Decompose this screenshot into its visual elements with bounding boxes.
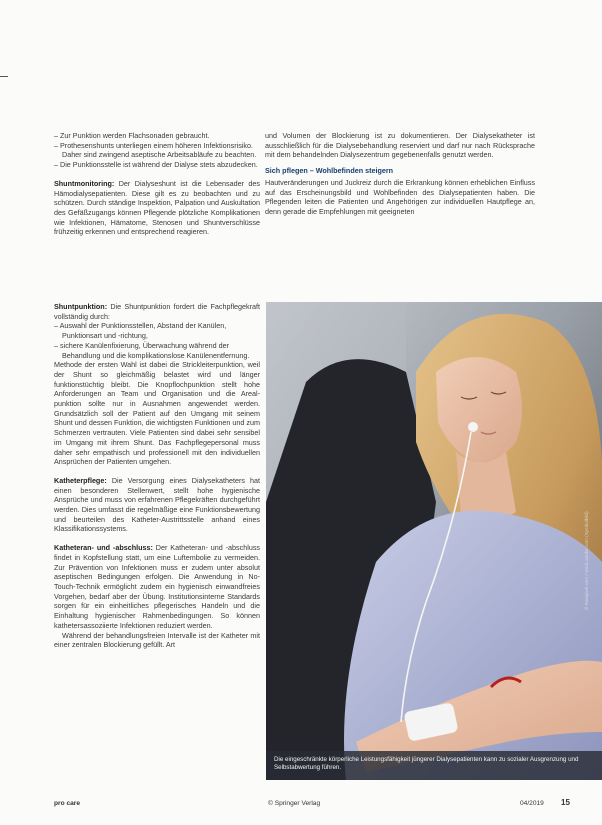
list-item: – Auswahl der Punktionsstellen, Abstand der Kanülen, Punktionsart und -richtung, [54, 321, 260, 340]
footer-publisher: © Springer Verlag [268, 800, 321, 807]
paragraph-katheter-continued: und Volumen der Blockierung ist zu dokumentieren. Der Dialysekatheter ist ausschließlich für die Dialysebehandlung reserviert und darf nur nach Rücksprache mit dem behandelnden Dialysezentrum gegebenenfalls genutzt werden. [265, 131, 535, 160]
run-in-heading: Shuntpunktion: [54, 302, 108, 311]
paragraph-katheteranschluss [54, 543, 260, 630]
article-photo [266, 302, 602, 780]
bullet-list-punktion [54, 321, 260, 360]
page-number: 15 [561, 798, 570, 807]
paragraph-text: Der Katheteran- und -abschluss findet in Kopfstellung statt, um eine Luftembolie zu vermeiden. Zur Prävention von Infektionen muss er zudem unter absolut aseptischen Bedingungen erfolgen. Die Anwendung in No-Touch-Technik ermöglicht zudem ein hygienisch einwandfreies Vorgehen, bedarf aber der Übung. Institutionsinterne Standards sorgen für ein einheitliches pflegerisches Handeln und die Einhaltung hygienischer Rahmenbedingungen. So können kathetersassoziierte Infektionen reduziert werden. [54, 543, 261, 630]
run-in-heading: Katheterpflege: [54, 475, 107, 485]
paragraph-wohlbefinden: Hautveränderungen und Juckreiz durch die Erkrankung können erheblichen Einfluss auf das Erscheinungsbild und Wohlbefinden des Dialysepatienten haben. Die Pflegenden leiten die Patienten und Angehörigen zur individuellen Hautpflege an, denn gerade die Empfehlungen mit geeigneten [265, 177, 535, 216]
footer-journal-name: pro care [54, 800, 81, 807]
footer-issue: 04/2019 [520, 800, 544, 807]
photo-illustration [266, 302, 602, 780]
paragraph-shuntmonitoring [54, 179, 260, 237]
paragraph-text: Der Dialyseshunt ist die Lebensader des Hämodialysepatienten. Diese gilt es zu beobachten und zu schützen. Durch ständige Inspektion, Palpation und Auskultation des Gefäßzugangs können Pflegende plötzliche Komplikationen wie Infektionen, Hämatome, Stenosen und Shuntverschlüsse frühzeitig erkennen und entsprechend reagieren. [54, 178, 260, 237]
paragraph-katheterpflege [54, 476, 260, 534]
list-item: – sichere Kanülenfixierung, Überwachung während der Behandlung und die komplikationslose Kanülenentfernung. [54, 341, 260, 360]
photo-caption: Die eingeschränkte körperliche Leistungsfähigkeit jüngerer Dialysepatienten kann zu sozialer Ausgrenzung und Selbstabwertung führen. [266, 751, 602, 780]
left-column-top [54, 131, 260, 237]
list-item: – Die Punktionsstelle ist während der Dialyse stets abzudecken. [54, 160, 260, 170]
paragraph-text: Die Versorgung eines Dialysekatheters hat einen besonderen Stellenwert, stellt hohe hygienische Ansprüche und muss von erfahrenen Pflegekräften durchgeführt werden. Dies umfasst die regelmäßige eine Funktionsbewertung und beurteilen des Katheter-Austrittsstelle anhand eines Klassifikationssystems. [54, 475, 261, 534]
section-subheading: Sich pflegen – Wohlbefinden steigern [265, 166, 394, 176]
paragraph-text: Methode der ersten Wahl ist dabei die Strickleiterpunktion, weil der Shunt so gleichmäßig belastet wird und länger funktionstüchtig bleibt. Die Knopflochpunktion stellt hohe Anforderungen an Team und Organisation und die Areal-punktion sollte nur in Ausnahmen angewendet werden. Grundsätzlich soll der Patient auf den Umgang mit seinem Shunt und dessen Funktion, die wichtigsten Funktionen und zum Schmerzen vertrauten. Viele Patienten sind dabei sehr sensibel im Umgang mit ihrem Shunt. Das Fachpflegepersonal muss daher sehr empathisch und professionell mit den individuellen Ansprüchen der Patienten umgehen. [54, 360, 260, 467]
photo-credit: © Rawpixel.com / stock.adobe.com (Symbolbild) [584, 511, 589, 610]
scan-crop-mark [0, 76, 8, 77]
paragraph-text: Während der behandlungsfreien Intervalle ist der Katheter mit einer zentralen Blockierung gefüllt. Art [54, 630, 260, 650]
paragraph-shuntpunktion [54, 302, 260, 321]
run-in-heading: Katheteran- und -abschluss: [54, 543, 153, 553]
left-column-lower [54, 302, 260, 650]
right-column-top [265, 131, 535, 217]
list-item: – Zur Punktion werden Flachsonaden gebraucht. [54, 131, 260, 141]
list-item: – Prothesenshunts unterliegen einem höheren Infektionsrisiko. Daher sind zwingend aseptische Arbeitsabläufe zu beachten. [54, 141, 260, 160]
bullet-list-top [54, 131, 260, 170]
paragraph-text: Die Shuntpunktion fordert die Fachpflegekraft vollständig durch: [54, 302, 261, 321]
run-in-heading: Shuntmonitoring: [54, 178, 115, 188]
